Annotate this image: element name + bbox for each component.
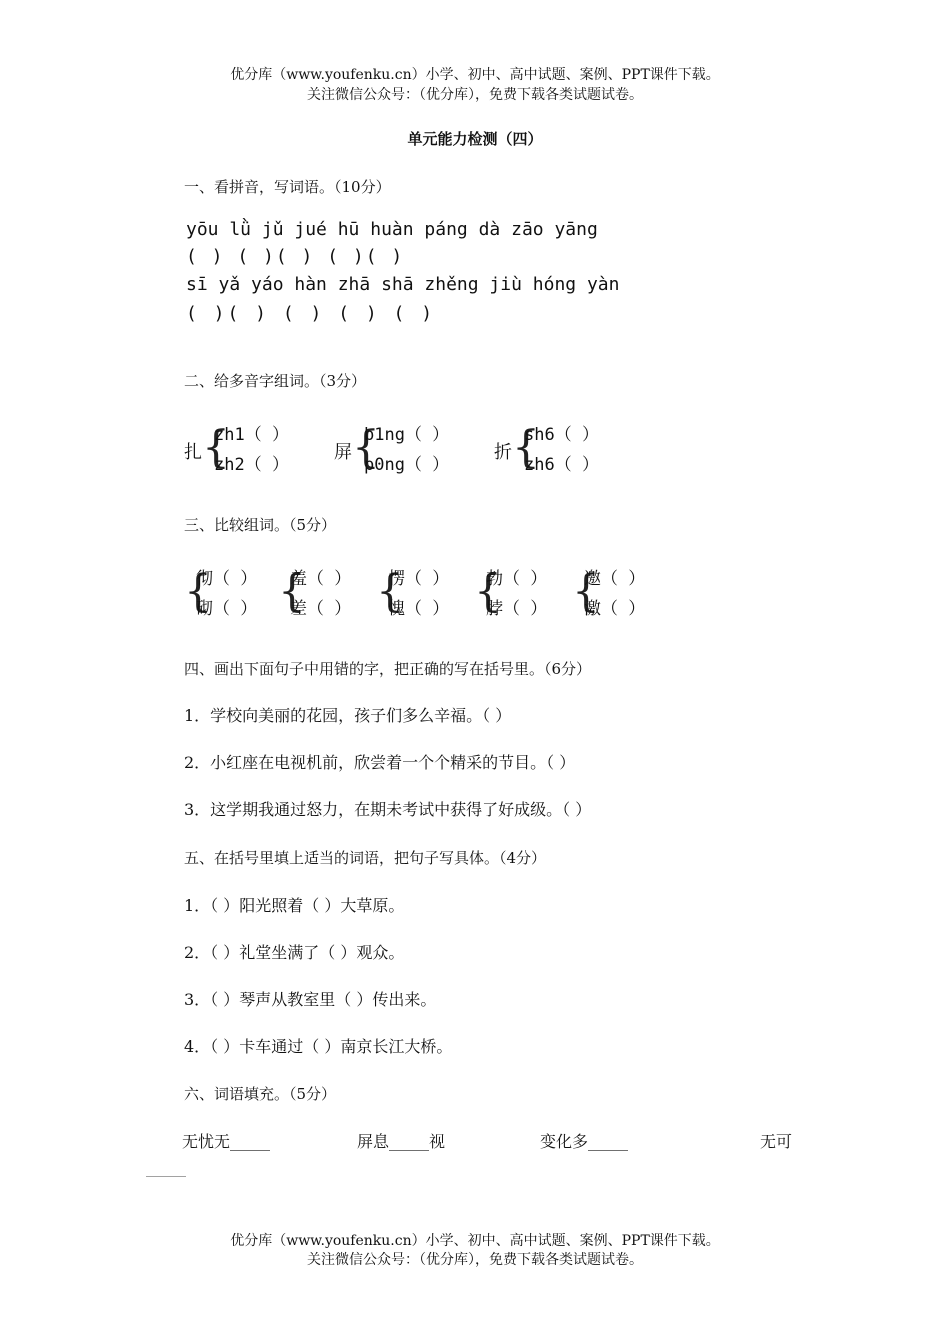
compare-bottom: 脖（ ） bbox=[486, 599, 548, 619]
polyphone-top: zh1（ ） bbox=[214, 425, 289, 445]
section1-row1-boxes: ( ) ( )( ) ( )( ) bbox=[186, 246, 405, 267]
page-title: 单元能力检测（四） bbox=[407, 130, 543, 148]
brace-icon: { bbox=[474, 566, 502, 617]
compare-bottom: 愧（ ） bbox=[388, 599, 450, 619]
brace-icon: { bbox=[202, 422, 230, 473]
section4-item-1: 1．学校向美丽的花园，孩子们多么辛福。（ ） bbox=[184, 706, 512, 725]
fill-item-2: 屏息_____视 bbox=[357, 1132, 446, 1151]
brace-icon: { bbox=[512, 422, 540, 473]
section4-item-2: 2．小红座在电视机前，欣尝着一个个精采的节目。（ ） bbox=[184, 753, 576, 772]
section1-row2-boxes: ( )( ) ( ) ( ) ( ) bbox=[186, 303, 436, 324]
polyphone-bottom: zh2（ ） bbox=[214, 455, 289, 475]
compare-top: 勃（ ） bbox=[486, 569, 548, 589]
section2-heading: 二、给多音字组词。（3分） bbox=[184, 372, 367, 390]
polyphone-top: sh6（ ） bbox=[524, 425, 599, 445]
footer-line-2: 关注微信公众号：（优分库），免费下载各类试题试卷。 bbox=[307, 1252, 643, 1268]
polyphone-top: b1ng（ ） bbox=[364, 425, 450, 445]
brace-icon: { bbox=[572, 566, 600, 617]
footer-line-1: 优分库（www.youfenku.cn）小学、初中、高中试题、案例、PPT课件下载。 bbox=[230, 1233, 720, 1249]
polyphone-bottom: zh6（ ） bbox=[524, 455, 599, 475]
section6-heading: 六、词语填充。（5分） bbox=[184, 1085, 337, 1103]
header-line-2: 关注微信公众号：（优分库），免费下载各类试题试卷。 bbox=[307, 87, 643, 103]
compare-bottom: 砌（ ） bbox=[196, 599, 258, 619]
section5-heading: 五、在括号里填上适当的词语，把句子写具体。（4分） bbox=[184, 849, 547, 867]
section1-row2-pinyin: sī yǎ yáo hàn zhā shā zhěng jiù hóng yàn bbox=[186, 274, 620, 295]
polyphone-char: 屏 bbox=[334, 442, 352, 463]
compare-bottom: 激（ ） bbox=[584, 599, 646, 619]
polyphone-char: 折 bbox=[494, 442, 512, 463]
brace-icon: { bbox=[184, 566, 212, 617]
section5-item-4: 4．（ ）卡车通过（ ）南京长江大桥。 bbox=[184, 1037, 453, 1056]
section4-heading: 四、画出下面句子中用错的字，把正确的写在括号里。（6分） bbox=[184, 660, 592, 678]
fill-item-3: 变化多_____ bbox=[540, 1132, 629, 1151]
fill-item-4-blank: _____ bbox=[146, 1158, 186, 1177]
section5-item-1: 1．（ ）阳光照着（ ）大草原。 bbox=[184, 896, 405, 915]
polyphone-bottom: p0ng（ ） bbox=[364, 455, 450, 475]
brace-icon: { bbox=[278, 566, 306, 617]
fill-item-4: 无可 bbox=[760, 1132, 793, 1151]
section1-row1-pinyin: yōu lǜ jǔ jué hū huàn páng dà zāo yāng bbox=[186, 219, 598, 240]
compare-top: 羞（ ） bbox=[290, 569, 352, 589]
brace-icon: { bbox=[352, 422, 380, 473]
section5-item-3: 3．（ ）琴声从教室里（ ）传出来。 bbox=[184, 990, 437, 1009]
section3-heading: 三、比较组词。（5分） bbox=[184, 516, 337, 534]
header-line-1: 优分库（www.youfenku.cn）小学、初中、高中试题、案例、PPT课件下载。 bbox=[230, 67, 720, 83]
polyphone-char: 扎 bbox=[184, 442, 202, 463]
compare-top: 彻（ ） bbox=[196, 569, 258, 589]
section1-heading: 一、看拼音，写词语。（10分） bbox=[184, 178, 391, 196]
fill-item-1: 无忧无_____ bbox=[182, 1132, 271, 1151]
compare-top: 邀（ ） bbox=[584, 569, 646, 589]
section4-item-3: 3．这学期我通过怒力，在期未考试中获得了好成级。（ ） bbox=[184, 800, 592, 819]
brace-icon: { bbox=[376, 566, 404, 617]
compare-top: 愣（ ） bbox=[388, 569, 450, 589]
section5-item-2: 2．（ ）礼堂坐满了（ ）观众。 bbox=[184, 943, 405, 962]
compare-bottom: 差（ ） bbox=[290, 599, 352, 619]
